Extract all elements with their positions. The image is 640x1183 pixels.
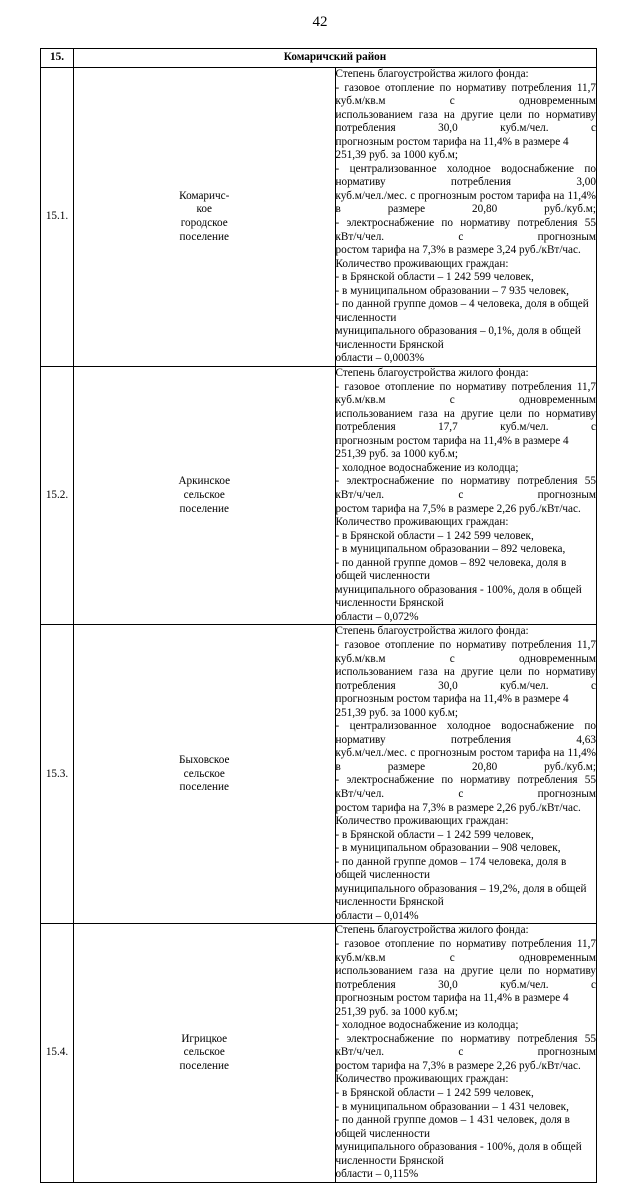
settlement-description <box>335 68 597 367</box>
description-line: Степень благоустройства жилого фонда: <box>335 924 529 937</box>
description-line: - по данной группе домов – 892 человека, доля в общей численности <box>335 556 567 583</box>
description-line: - электроснабжение по нормативу потребления 55 кВт/ч/чел. с прогнозным <box>335 1032 596 1059</box>
description-line: Количество проживающих граждан: <box>335 257 509 270</box>
settlement-name <box>74 625 336 924</box>
description-line: - газовое отопление по нормативу потребления 11,7 куб.м/кв.м с одновременным <box>335 938 596 964</box>
description-line: Степень благоустройства жилого фонда: <box>335 367 529 380</box>
description-line: прогнозным ростом тарифа на 11,4% в размере 4 251,39 руб. за 1000 куб.м; <box>335 992 569 1018</box>
settlement-name <box>74 924 336 1182</box>
section-header-row <box>41 49 597 68</box>
description-line: Количество проживающих граждан: <box>335 1073 509 1086</box>
description-line: муниципального образования – 0,1%, доля в общей численности Брянской <box>335 325 581 351</box>
description-line: - в муниципальном образовании – 908 человек, <box>335 842 561 855</box>
description-line: - электроснабжение по нормативу потребления 55 кВт/ч/чел. с прогнозным <box>335 217 596 243</box>
description-line: ростом тарифа на 7,3% в размере 2,26 руб./кВт/час. <box>335 801 581 814</box>
row-number: 15.3. <box>41 625 74 924</box>
description-line: Степень благоустройства жилого фонда: <box>335 68 529 80</box>
description-line: Количество проживающих граждан: <box>335 815 509 828</box>
description-line: куб.м/чел./мес. с прогнозным ростом тарифа на 11,4% в размере 20,80 руб./куб.м; <box>335 189 596 216</box>
description-line: - в Брянской области – 1 242 599 человек, <box>335 529 534 542</box>
description-line: - электроснабжение по нормативу потребления 55 кВт/ч/чел. с прогнозным <box>335 774 596 800</box>
description-line: использованием газа на другие цели по нормативу потребления 17,7 куб.м/чел. с <box>335 407 596 434</box>
description-line: - в муниципальном образовании – 7 935 человек, <box>335 284 569 297</box>
description-line: прогнозным ростом тарифа на 11,4% в размере 4 251,39 руб. за 1000 куб.м; <box>335 135 569 162</box>
description-line: использованием газа на другие цели по нормативу потребления 30,0 куб.м/чел. с <box>335 666 596 692</box>
settlement-name-line: Аркинское <box>178 475 231 488</box>
settlement-name-line: городское <box>180 217 228 230</box>
settlement-description <box>335 625 597 924</box>
description-line: - по данной группе домов – 174 человека, доля в общей численности <box>335 855 567 882</box>
description-line: - в Брянской области – 1 242 599 человек, <box>335 271 534 284</box>
description-line: муниципального образования – 19,2%, доля в общей численности Брянской <box>335 882 587 909</box>
description-line: - газовое отопление по нормативу потребления 11,7 куб.м/кв.м с одновременным <box>335 638 596 665</box>
row-number: 15.1. <box>41 68 74 367</box>
settlement-description <box>335 924 597 1182</box>
description-line: прогнозным ростом тарифа на 11,4% в размере 4 251,39 руб. за 1000 куб.м; <box>335 434 569 461</box>
settlement-name-line: сельское <box>183 1046 225 1059</box>
description-line: области – 0,072% <box>335 610 419 623</box>
description-line: области – 0,0003% <box>335 352 425 365</box>
description-line: - холодное водоснабжение из колодца; <box>335 1019 519 1032</box>
settlement-name-line: поселение <box>179 781 229 794</box>
description-line: - в муниципальном образовании – 892 человека, <box>335 543 566 556</box>
description-line: - газовое отопление по нормативу потребления 11,7 куб.м/кв.м с одновременным <box>335 380 596 407</box>
settlement-name-line: Быховское <box>179 754 230 767</box>
description-line: области – 0,115% <box>335 1168 419 1181</box>
settlement-row <box>41 625 597 924</box>
section-title: Комаричский район <box>74 49 597 68</box>
settlement-name-line: поселение <box>179 502 229 515</box>
description-line: ростом тарифа на 7,5% в размере 2,26 руб./кВт/час. <box>335 502 581 515</box>
settlement-description <box>335 367 597 625</box>
settlement-name-line: Игрицкое <box>181 1032 228 1045</box>
settlement-name-line: кое <box>196 203 213 216</box>
settlement-row <box>41 367 597 625</box>
description-line: - по данной группе домов – 4 человека, доля в общей численности <box>335 298 589 324</box>
description-line: - газовое отопление по нормативу потребления 11,7 куб.м/кв.м с одновременным <box>335 81 596 108</box>
description-line: использованием газа на другие цели по нормативу потребления 30,0 куб.м/чел. с <box>335 108 596 135</box>
description-line: прогнозным ростом тарифа на 11,4% в размере 4 251,39 руб. за 1000 куб.м; <box>335 693 569 719</box>
description-line: Количество проживающих граждан: <box>335 516 509 529</box>
settlement-row <box>41 68 597 367</box>
settlement-name-line: сельское <box>183 767 225 780</box>
description-line: Степень благоустройства жилого фонда: <box>335 625 529 638</box>
description-line: - в Брянской области – 1 242 599 человек, <box>335 1087 534 1100</box>
settlement-name-line: сельское <box>183 488 225 501</box>
district-table <box>40 48 597 1183</box>
description-line: - холодное водоснабжение из колодца; <box>335 461 519 474</box>
row-number: 15.2. <box>41 367 74 625</box>
description-line: - по данной группе домов – 1 431 человек, доля в общей численности <box>335 1114 570 1140</box>
settlement-name <box>74 367 336 625</box>
description-line: области – 0,014% <box>335 909 419 922</box>
description-line: использованием газа на другие цели по нормативу потребления 30,0 куб.м/чел. с <box>335 965 596 991</box>
description-line: муниципального образования - 100%, доля в общей численности Брянской <box>335 1141 582 1167</box>
settlement-row <box>41 924 597 1182</box>
description-line: ростом тарифа на 7,3% в размере 3,24 руб./кВт/час. <box>335 244 581 257</box>
section-number: 15. <box>41 49 74 68</box>
settlement-name-line: Комаричс- <box>179 189 230 202</box>
description-line: куб.м/чел./мес. с прогнозным ростом тарифа на 11,4% в размере 20,80 руб./куб.м; <box>335 747 596 773</box>
settlement-name-line: поселение <box>179 1059 229 1072</box>
page-number: 42 <box>312 14 328 30</box>
description-line: - в муниципальном образовании – 1 431 человек, <box>335 1100 569 1113</box>
settlement-name <box>74 68 336 367</box>
row-number: 15.4. <box>41 924 74 1182</box>
settlement-name-line: поселение <box>179 230 229 243</box>
description-line: - электроснабжение по нормативу потребления 55 кВт/ч/чел. с прогнозным <box>335 475 596 501</box>
description-line: - централизованное холодное водоснабжение по нормативу потребления 4,63 <box>335 720 596 746</box>
description-line: муниципального образования - 100%, доля в общей численности Брянской <box>335 583 582 610</box>
description-line: ростом тарифа на 7,3% в размере 2,26 руб./кВт/час. <box>335 1059 581 1072</box>
description-line: - в Брянской области – 1 242 599 человек, <box>335 828 534 841</box>
description-line: - централизованное холодное водоснабжение по нормативу потребления 3,00 <box>335 162 596 189</box>
